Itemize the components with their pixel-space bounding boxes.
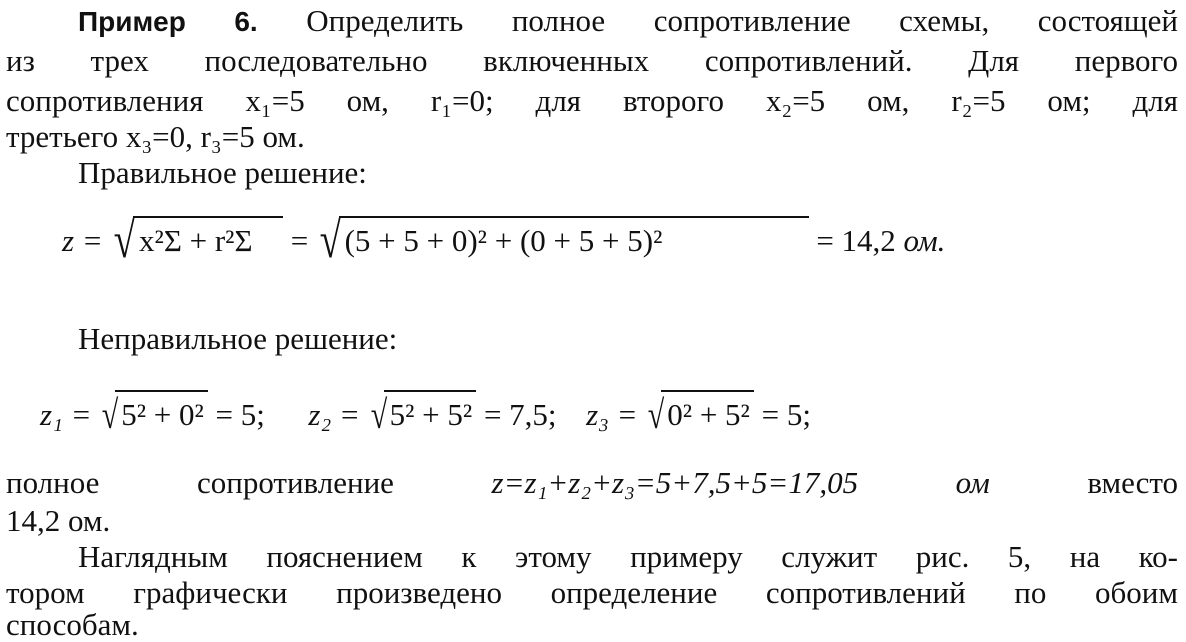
total-expression: z=z₁+z₂+z₃=5+7,5+5=17,05	[491, 465, 859, 500]
formula-correct-eq: =	[290, 223, 309, 258]
incorrect-solution-label: Неправильное решение:	[78, 321, 398, 356]
total-line-2: 14,2 ом.	[6, 503, 111, 538]
closing-line-1: Наглядным пояснением к этому примеру служит рис. 5, на ко-	[78, 539, 1178, 574]
radicand-z3: 0² + 5²	[661, 390, 754, 435]
closing-line-2: тором графически произведено определение сопротивлений по обоим	[6, 575, 1178, 610]
formula-z2-lhs: z₂ =	[308, 397, 360, 432]
radicand-z1: 5² + 0²	[115, 390, 208, 435]
example-text-line-3: сопротивления x₁=5 ом, r₁=0; для второго x₂=5 ом, r₂=5 ом; для	[6, 83, 1178, 118]
radical-sign-icon: √	[102, 392, 119, 437]
formula-z2-result: = 7,5;	[483, 397, 557, 432]
radicand-2: (5 + 5 + 0)² + (0 + 5 + 5)²	[339, 216, 809, 261]
radical-sign-icon: √	[370, 392, 387, 437]
formula-correct-result: = 14,2	[816, 223, 896, 258]
formula-z1-result: = 5;	[215, 397, 265, 432]
formula-incorrect	[40, 390, 811, 435]
total-line-1	[6, 466, 1178, 499]
sqrt-z1	[99, 390, 208, 435]
formula-z3-lhs: z₃ =	[586, 397, 638, 432]
formula-z1-lhs: z₁ =	[40, 397, 92, 432]
example-text-line-4: третьего x₃=0, r₃=5 ом.	[6, 119, 305, 154]
total-label: полное сопротивление	[6, 465, 394, 500]
total-unit: ом	[955, 465, 990, 500]
example-text-line-2: из трех последовательно включенных сопротивлений. Для первого	[6, 43, 1178, 78]
example-lead: Пример 6.	[78, 6, 258, 37]
sqrt-z2	[368, 390, 477, 435]
sqrt-numeric	[316, 212, 809, 269]
formula-z3-result: = 5;	[761, 397, 811, 432]
total-instead: вместо	[1087, 465, 1179, 500]
radicand-z2: 5² + 5²	[384, 390, 477, 435]
formula-correct-lhs: z =	[62, 223, 103, 258]
correct-solution-label: Правильное решение:	[78, 155, 367, 190]
radicand-1: x²Σ + r²Σ	[133, 216, 283, 261]
radical-sign-icon: √	[114, 212, 136, 269]
radical-sign-icon: √	[319, 212, 341, 269]
sqrt-sum-squares	[110, 212, 283, 269]
closing-line-3: способам.	[6, 607, 139, 642]
example-text-line-1: Определить полное сопротивление схемы, состоящей	[306, 3, 1179, 38]
sqrt-z3	[645, 390, 754, 435]
formula-correct	[62, 212, 946, 269]
radical-sign-icon: √	[648, 392, 665, 437]
example-heading-line	[78, 4, 1178, 38]
formula-correct-unit: ом.	[903, 223, 946, 258]
